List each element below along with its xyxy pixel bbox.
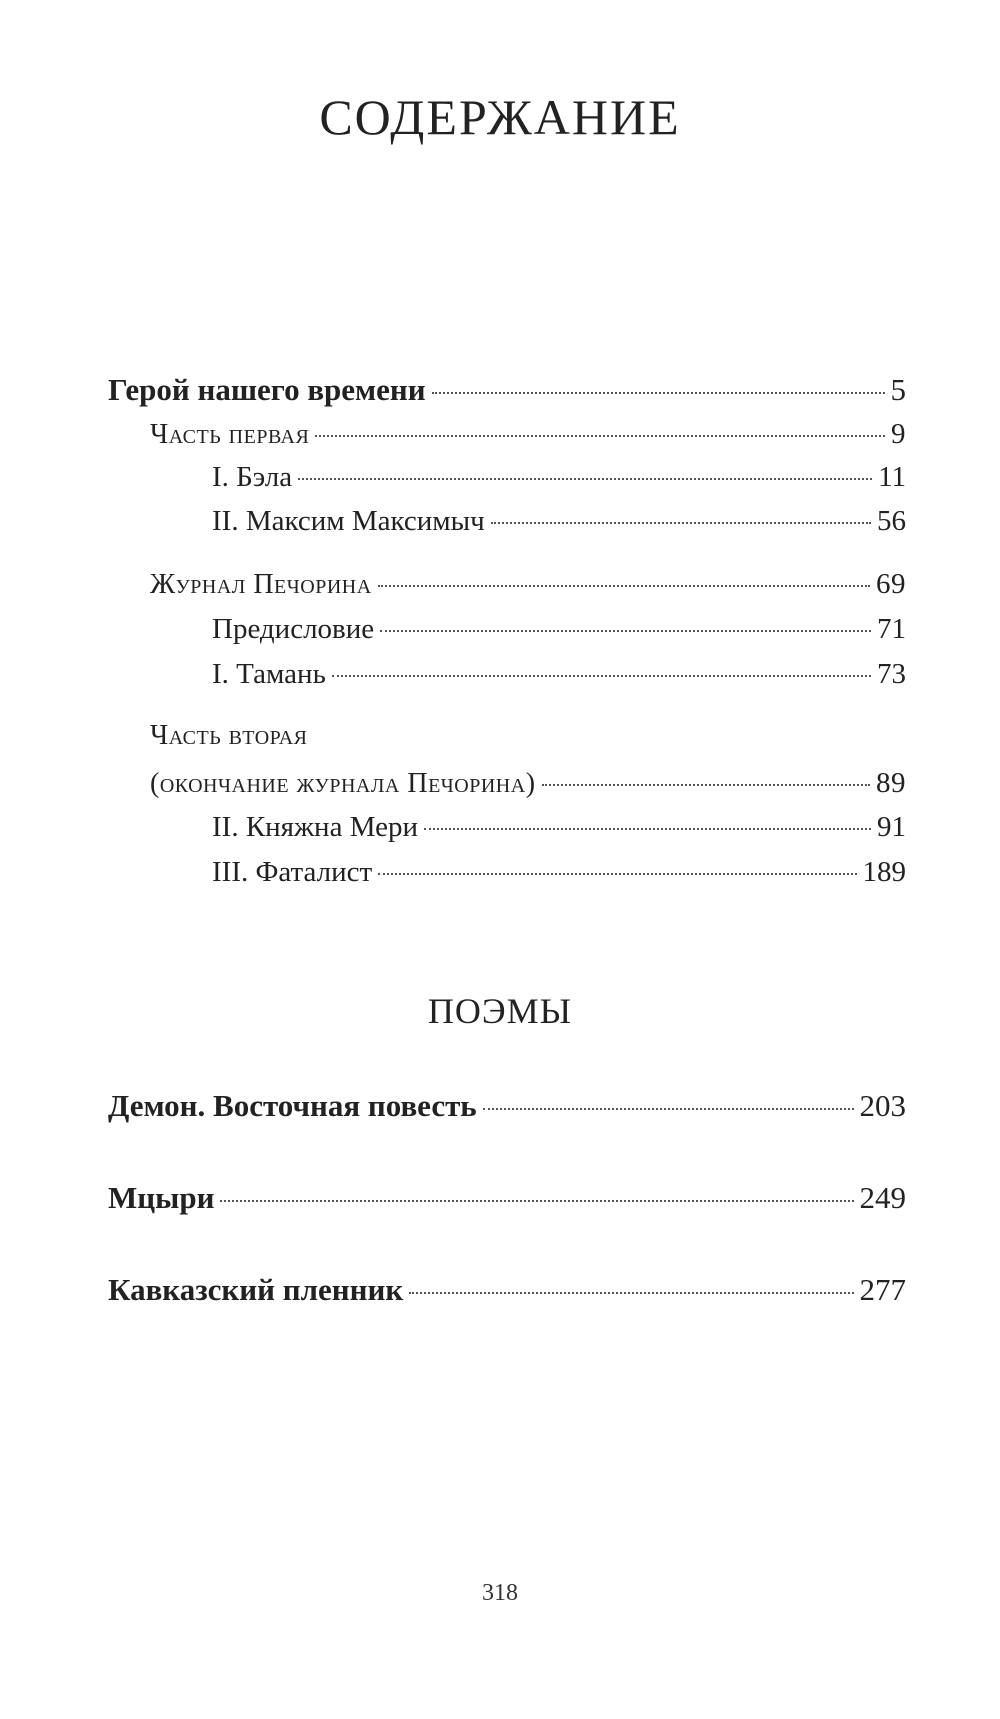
toc-entry-caucasian-captive[interactable] xyxy=(108,1272,906,1312)
toc-page-number: 89 xyxy=(876,767,906,799)
dot-leader xyxy=(332,675,871,677)
toc-page-number: 189 xyxy=(862,856,906,888)
page-number: 318 xyxy=(482,1580,518,1606)
toc-entry-title: I. Бэла xyxy=(212,461,293,493)
toc-entry-part-two-title: Часть вторая xyxy=(150,720,308,751)
toc-entry-preface[interactable] xyxy=(212,613,906,653)
toc-entry-title: Журнал Печорина xyxy=(150,569,372,600)
toc-entry-princess-mary[interactable] xyxy=(212,811,906,851)
toc-page-number: 5 xyxy=(890,372,906,407)
dot-leader xyxy=(491,522,871,524)
toc-entry-part-one[interactable] xyxy=(150,418,906,458)
toc-entry-part-two[interactable] xyxy=(150,767,906,807)
toc-entry-demon[interactable] xyxy=(108,1088,906,1128)
dot-leader xyxy=(483,1108,854,1110)
toc-entry-title: Часть первая xyxy=(150,419,310,450)
toc-entry-title: II. Княжна Мери xyxy=(212,811,418,843)
dot-leader xyxy=(409,1292,853,1294)
toc-page-number: 11 xyxy=(878,461,906,493)
toc-entry-taman[interactable] xyxy=(212,658,906,698)
dot-leader xyxy=(298,478,872,480)
toc-entry-title: Герой нашего времени xyxy=(108,372,426,407)
dot-leader xyxy=(380,630,871,632)
toc-entry-title: Предисловие xyxy=(212,613,375,645)
toc-entry-title: Демон. Восточная повесть xyxy=(108,1088,477,1123)
toc-page-number: 73 xyxy=(877,658,906,690)
section-heading-poems: ПОЭМЫ xyxy=(427,991,573,1031)
dot-leader xyxy=(542,784,870,786)
toc-entry-title: Кавказский пленник xyxy=(108,1272,404,1307)
toc-entry-journal[interactable] xyxy=(150,568,906,608)
toc-entry-novel[interactable] xyxy=(108,372,906,412)
toc-entry-title: (окончание журнала Печорина) xyxy=(150,768,536,799)
toc-entry-mtsyri[interactable] xyxy=(108,1180,906,1220)
dot-leader xyxy=(424,828,871,830)
toc-page-number: 277 xyxy=(859,1272,906,1307)
toc-entry-fatalist[interactable] xyxy=(212,856,906,896)
toc-entry-title: Мцыри xyxy=(108,1180,215,1215)
dot-leader xyxy=(315,435,885,437)
toc-page-number: 69 xyxy=(876,568,906,600)
toc-page-number: 71 xyxy=(877,613,906,645)
page-title: СОДЕРЖАНИЕ xyxy=(319,89,681,145)
dot-leader xyxy=(378,585,870,587)
toc-page-number: 91 xyxy=(877,811,906,843)
toc-entry-title: I. Тамань xyxy=(212,658,326,690)
dot-leader xyxy=(378,873,856,875)
toc-entry-maksim-maksimych[interactable] xyxy=(212,505,906,545)
dot-leader xyxy=(432,392,885,394)
toc-page-number: 249 xyxy=(859,1180,906,1215)
toc-page-number: 9 xyxy=(891,418,906,450)
toc-page-number: 56 xyxy=(877,505,906,537)
dot-leader xyxy=(220,1200,853,1202)
toc-entry-title: II. Максим Максимыч xyxy=(212,505,485,537)
toc-entry-title: III. Фаталист xyxy=(212,856,373,888)
toc-page-number: 203 xyxy=(859,1088,906,1123)
toc-entry-bela[interactable] xyxy=(212,461,906,501)
